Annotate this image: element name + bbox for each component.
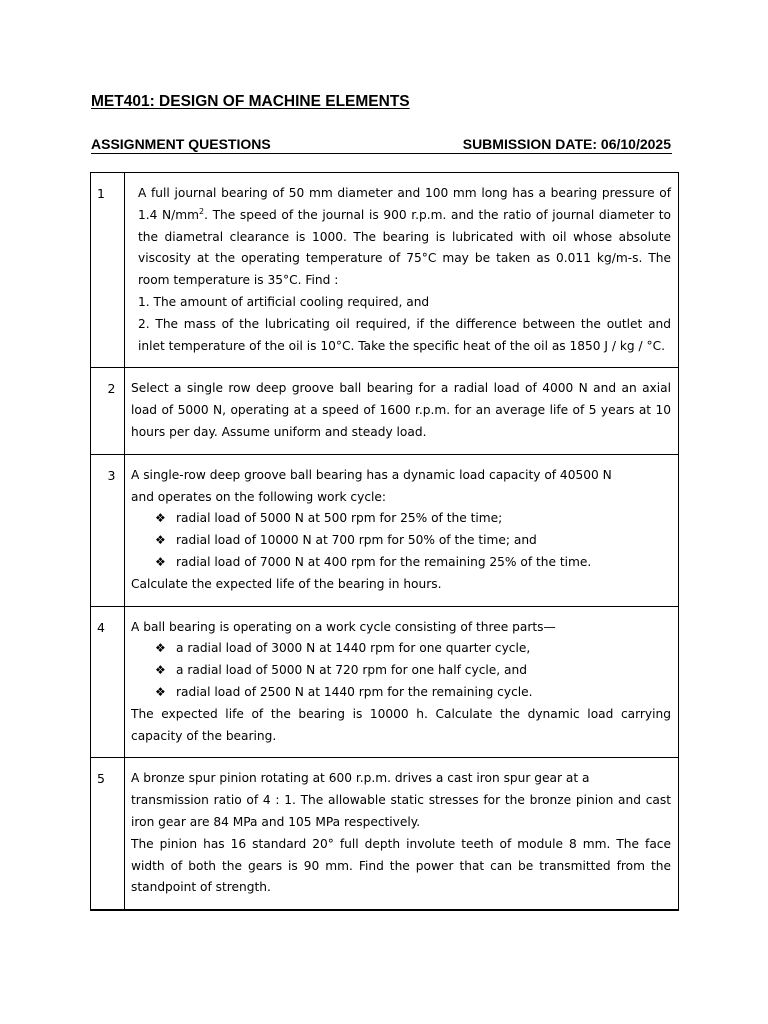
assignment-header — [91, 135, 672, 154]
question-paragraph: The expected life of the bearing is 10000 h. Calculate the dynamic load carrying capacity of the bearing. — [131, 706, 671, 743]
diamond-bullet-icon: ❖ — [155, 554, 166, 569]
diamond-bullet-icon: ❖ — [155, 663, 166, 678]
bullet-text: radial load of 7000 N at 400 rpm for the remaining 25% of the time. — [176, 554, 592, 569]
diamond-bullet-icon: ❖ — [155, 641, 166, 656]
question-row — [91, 454, 679, 606]
question-line: A bronze spur pinion rotating at 600 r.p.m. drives a cast iron spur gear at a — [131, 771, 590, 786]
questions-table — [90, 172, 679, 911]
submission-date: SUBMISSION DATE: 06/10/2025 — [462, 136, 671, 152]
bullet-text: a radial load of 3000 N at 1440 rpm for one quarter cycle, — [176, 641, 531, 656]
bullet-item — [131, 552, 671, 574]
question-line: A single-row deep groove ball bearing has a dynamic load capacity of 40500 N — [131, 467, 612, 482]
question-text — [125, 368, 679, 454]
question-number: 5 — [91, 758, 125, 910]
bullet-item — [131, 530, 671, 552]
question-intro-a: A full journal bearing of 50 mm diameter and 100 mm long has a bearing pressure of 1.4 N/mm — [138, 186, 671, 222]
diamond-bullet-icon: ❖ — [155, 533, 166, 548]
question-row — [91, 758, 679, 910]
bullet-text: a radial load of 5000 N at 720 rpm for one half cycle, and — [176, 663, 527, 678]
question-row — [91, 368, 679, 454]
course-title: MET401: DESIGN OF MACHINE ELEMENTS — [91, 93, 410, 110]
question-item: 2. The mass of the lubricating oil required, if the difference between the outlet and inlet temperature of the oil is 10°C. Take the specific heat of the oil as 1850 J / kg / °C. — [138, 316, 671, 353]
question-text — [125, 173, 679, 368]
question-text — [125, 454, 679, 606]
diamond-bullet-icon: ❖ — [155, 684, 166, 699]
question-paragraph: transmission ratio of 4 : 1. The allowable static stresses for the bronze pinion and cast iron gear are 84 MPa and 105 MPa respectively. — [131, 793, 671, 829]
question-paragraph: Select a single row deep groove ball bearing for a radial load of 4000 N and an axial load of 5000 N, operating at a speed of 1600 r.p.m. for an average life of 5 years at 10 hours per day. Assume uniform and steady load. — [131, 381, 671, 439]
question-number: 4 — [91, 606, 125, 758]
bullet-item — [131, 638, 671, 660]
question-line: and operates on the following work cycle: — [131, 489, 387, 504]
question-number: 3 — [91, 454, 125, 606]
question-number: 1 — [91, 173, 125, 368]
diamond-bullet-icon: ❖ — [155, 511, 166, 526]
question-line: A ball bearing is operating on a work cycle consisting of three parts— — [131, 619, 556, 634]
question-intro-b: . The speed of the journal is 900 r.p.m. and the ratio of journal diameter to the diametral clearance is 1000. The bearing is lubricated with oil whose absolute viscosity at the operating temperature of 75°C may be taken as 0.011 kg/m-s. The room temperature is 35°C. Find : — [138, 207, 672, 288]
question-intro — [138, 183, 671, 292]
assignment-label: ASSIGNMENT QUESTIONS — [91, 136, 271, 152]
question-row — [91, 606, 679, 758]
bullet-item — [131, 508, 671, 530]
question-row — [91, 173, 679, 368]
bullet-text: radial load of 10000 N at 700 rpm for 50% of the time; and — [176, 533, 537, 548]
bullet-text: radial load of 2500 N at 1440 rpm for the remaining cycle. — [176, 684, 533, 699]
bullet-item — [131, 682, 671, 704]
question-paragraph: The pinion has 16 standard 20° full depth involute teeth of module 8 mm. The face width of both the gears is 90 mm. Find the power that can be transmitted from the standpoint of strength. — [131, 836, 671, 895]
question-number: 2 — [91, 368, 125, 454]
bullet-item — [131, 660, 671, 682]
question-text — [125, 606, 679, 758]
superscript: 2 — [199, 206, 205, 216]
question-text — [125, 758, 679, 910]
bullet-text: radial load of 5000 N at 500 rpm for 25% of the time; — [176, 511, 503, 526]
question-line: Calculate the expected life of the bearing in hours. — [131, 576, 442, 591]
question-item: 1. The amount of artificial cooling required, and — [138, 294, 430, 309]
